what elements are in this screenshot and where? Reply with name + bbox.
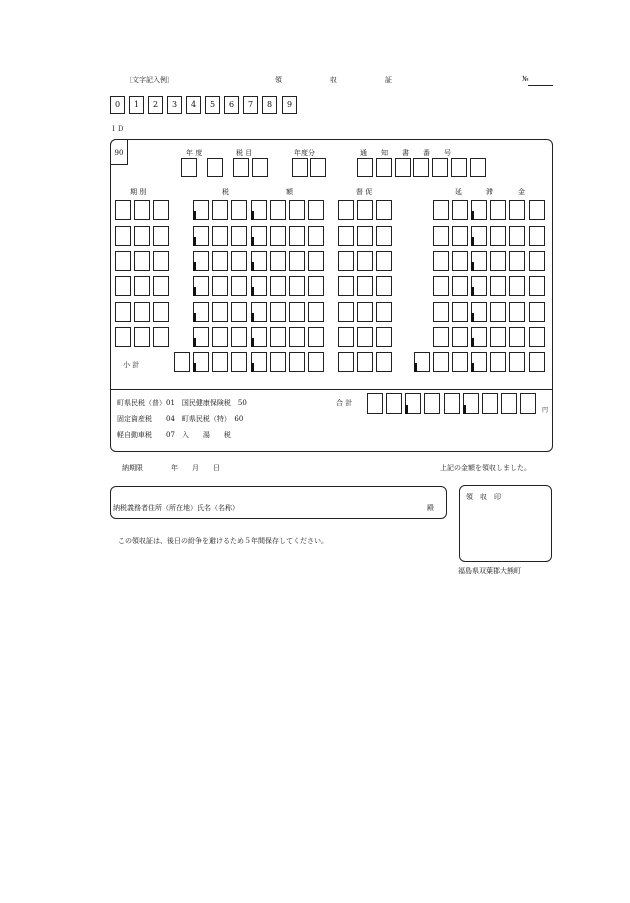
year-box[interactable]: [207, 158, 223, 177]
period-box[interactable]: [115, 276, 131, 296]
separator-mark: [193, 363, 196, 372]
payment-deadline: 納期限 年 月 日: [122, 464, 220, 472]
year-box[interactable]: [181, 158, 197, 177]
period-box[interactable]: [134, 302, 150, 322]
delinquency-box[interactable]: [433, 226, 449, 246]
header-year-portion: 年度分: [294, 149, 315, 157]
notice-number-box[interactable]: [432, 158, 448, 177]
delinquency-box[interactable]: [452, 226, 468, 246]
delinquency-box[interactable]: [490, 302, 506, 322]
tax-amount-box[interactable]: [231, 251, 247, 271]
period-box[interactable]: [115, 200, 131, 220]
period-box[interactable]: [115, 327, 131, 347]
total-box[interactable]: [482, 393, 498, 414]
tax-amount-box[interactable]: [212, 251, 228, 271]
separator-mark: [193, 287, 196, 296]
tax-amount-box[interactable]: [270, 226, 286, 246]
tax-amount-box[interactable]: [212, 276, 228, 296]
demand-box[interactable]: [376, 276, 392, 296]
delinquency-box[interactable]: [529, 200, 545, 220]
notice-number-box[interactable]: [376, 158, 392, 177]
delinquency-box[interactable]: [529, 251, 545, 271]
separator-mark: [471, 287, 474, 296]
separator-mark: [463, 405, 466, 414]
delinquency-box[interactable]: [490, 251, 506, 271]
total-box[interactable]: [386, 393, 402, 414]
delinquency-box[interactable]: [433, 251, 449, 271]
tax-amount-box[interactable]: [251, 226, 267, 246]
tax-item-box[interactable]: [252, 158, 268, 177]
subtotal-demand-box[interactable]: [357, 352, 373, 372]
delinquency-box[interactable]: [471, 276, 487, 296]
subtotal-tax-box[interactable]: [193, 352, 209, 372]
delinquency-box[interactable]: [433, 302, 449, 322]
year-portion-box[interactable]: [292, 158, 308, 177]
delinquency-box[interactable]: [509, 302, 525, 322]
separator-mark: [193, 313, 196, 322]
tax-amount-box[interactable]: [231, 276, 247, 296]
tax-amount-box[interactable]: [231, 200, 247, 220]
separator-mark: [251, 262, 254, 271]
period-box[interactable]: [115, 251, 131, 271]
delinquency-box[interactable]: [509, 276, 525, 296]
title-char-2: 収: [330, 76, 337, 84]
subtotal-delinquency-box[interactable]: [509, 352, 525, 372]
tax-amount-box[interactable]: [308, 302, 324, 322]
header-notice-number: 通 知 書 番 号: [360, 149, 451, 157]
example-label: 〔文字記入例〕: [125, 76, 174, 84]
demand-box[interactable]: [338, 327, 354, 347]
tax-amount-box[interactable]: [231, 302, 247, 322]
tax-amount-box[interactable]: [251, 200, 267, 220]
period-box[interactable]: [134, 226, 150, 246]
received-statement: 上記の金額を領収しました。: [440, 464, 531, 472]
total-box[interactable]: [367, 393, 383, 414]
tax-amount-box[interactable]: [308, 251, 324, 271]
form-divider: [110, 389, 553, 390]
tax-amount-box[interactable]: [251, 276, 267, 296]
delinquency-box[interactable]: [509, 226, 525, 246]
tax-amount-box[interactable]: [289, 200, 305, 220]
separator-mark: [251, 237, 254, 246]
period-box[interactable]: [134, 251, 150, 271]
tax-amount-box[interactable]: [251, 327, 267, 347]
demand-box[interactable]: [357, 251, 373, 271]
subtotal-delinquency-box[interactable]: [452, 352, 468, 372]
tax-amount-box[interactable]: [251, 302, 267, 322]
sample-digit-box: 0: [110, 96, 125, 114]
tax-amount-box[interactable]: [289, 226, 305, 246]
sample-digit-box: 8: [262, 96, 277, 114]
separator-mark: [251, 338, 254, 347]
sample-digit-box: 2: [148, 96, 163, 114]
delinquency-box[interactable]: [509, 251, 525, 271]
title-char-1: 領: [275, 76, 282, 84]
separator-mark: [193, 211, 196, 220]
header-delinquency-char-3: 金: [518, 188, 525, 196]
subtotal-delinquency-box[interactable]: [529, 352, 545, 372]
total-box[interactable]: [405, 393, 421, 414]
separator-mark: [414, 363, 417, 372]
header-delinquency-char-1: 延: [455, 188, 462, 196]
subtotal-tax-box[interactable]: [308, 352, 324, 372]
id-label: ＩＤ: [110, 125, 124, 133]
header-tax-char-2: 額: [286, 188, 293, 196]
period-box[interactable]: [115, 302, 131, 322]
delinquency-box[interactable]: [452, 327, 468, 347]
subtotal-delinquency-box[interactable]: [490, 352, 506, 372]
delinquency-box[interactable]: [529, 302, 545, 322]
total-label: 合 計: [336, 399, 353, 407]
tax-amount-box[interactable]: [212, 226, 228, 246]
delinquency-box[interactable]: [433, 200, 449, 220]
demand-box[interactable]: [357, 327, 373, 347]
delinquency-box[interactable]: [509, 327, 525, 347]
separator-mark: [405, 405, 408, 414]
tax-amount-box[interactable]: [289, 276, 305, 296]
demand-box[interactable]: [376, 302, 392, 322]
tax-code-line-1: 町県民税（普）01 国民健康保険税 50: [117, 399, 247, 407]
total-box[interactable]: [444, 393, 460, 414]
delinquency-box[interactable]: [433, 276, 449, 296]
notice-number-box[interactable]: [357, 158, 373, 177]
tax-amount-box[interactable]: [212, 327, 228, 347]
period-box[interactable]: [153, 276, 169, 296]
tax-amount-box[interactable]: [270, 200, 286, 220]
sample-digit-box: 5: [205, 96, 220, 114]
honorific-label: 殿: [427, 504, 434, 512]
separator-mark: [251, 287, 254, 296]
tax-amount-box[interactable]: [212, 302, 228, 322]
separator-mark: [193, 338, 196, 347]
notice-number-box[interactable]: [395, 158, 411, 177]
sample-digit-box: 4: [186, 96, 201, 114]
subtotal-delinquency-box[interactable]: [433, 352, 449, 372]
tax-amount-box[interactable]: [308, 276, 324, 296]
header-tax-item: 税 目: [236, 149, 253, 157]
tax-amount-box[interactable]: [289, 251, 305, 271]
delinquency-box[interactable]: [471, 327, 487, 347]
demand-box[interactable]: [357, 200, 373, 220]
tax-amount-box[interactable]: [289, 302, 305, 322]
sample-digit-box: 3: [167, 96, 182, 114]
period-box[interactable]: [134, 200, 150, 220]
sample-digit-box: 6: [224, 96, 239, 114]
header-delinquency-char-2: 滞: [486, 188, 493, 196]
tax-item-box[interactable]: [233, 158, 249, 177]
tax-amount-box[interactable]: [289, 327, 305, 347]
delinquency-box[interactable]: [490, 226, 506, 246]
sample-digit-box: 1: [129, 96, 144, 114]
header-year: 年 度: [186, 149, 203, 157]
tax-amount-box[interactable]: [270, 302, 286, 322]
subtotal-tax-box[interactable]: [174, 352, 190, 372]
tax-amount-box[interactable]: [270, 251, 286, 271]
receipt-stamp-label: 領 収 印: [466, 493, 501, 501]
subtotal-tax-box[interactable]: [251, 352, 267, 372]
demand-box[interactable]: [376, 200, 392, 220]
tax-code-line-3: 軽自動車税 07 入 湯 税: [117, 431, 231, 439]
delinquency-box[interactable]: [452, 302, 468, 322]
period-box[interactable]: [153, 226, 169, 246]
title-char-3: 証: [385, 76, 392, 84]
tax-amount-box[interactable]: [193, 327, 209, 347]
demand-box[interactable]: [338, 251, 354, 271]
demand-box[interactable]: [376, 327, 392, 347]
subtotal-delinquency-box[interactable]: [471, 352, 487, 372]
subtotal-demand-box[interactable]: [376, 352, 392, 372]
form-code: 90: [114, 149, 124, 157]
yen-label: 円: [542, 407, 549, 414]
delinquency-box[interactable]: [433, 327, 449, 347]
delinquency-box[interactable]: [452, 251, 468, 271]
total-box[interactable]: [463, 393, 479, 414]
delinquency-box[interactable]: [471, 200, 487, 220]
delinquency-box[interactable]: [471, 251, 487, 271]
tax-amount-box[interactable]: [193, 276, 209, 296]
notice-number-box[interactable]: [413, 158, 429, 177]
issuer-name: 福島県双葉郡大熊町: [458, 567, 521, 575]
separator-mark: [471, 211, 474, 220]
delinquency-box[interactable]: [529, 327, 545, 347]
delinquency-box[interactable]: [471, 302, 487, 322]
period-box[interactable]: [134, 276, 150, 296]
separator-mark: [251, 313, 254, 322]
separator-mark: [251, 211, 254, 220]
subtotal-demand-box[interactable]: [338, 352, 354, 372]
payer-label: 納税義務者住所（所在地）氏名（名称）: [113, 504, 239, 512]
delinquency-box[interactable]: [452, 200, 468, 220]
demand-box[interactable]: [338, 302, 354, 322]
tax-amount-box[interactable]: [308, 327, 324, 347]
tax-amount-box[interactable]: [270, 327, 286, 347]
sample-digit-box: 9: [282, 96, 297, 114]
separator-mark: [193, 237, 196, 246]
year-portion-box[interactable]: [310, 158, 326, 177]
separator-mark: [471, 338, 474, 347]
subtotal-tax-box[interactable]: [289, 352, 305, 372]
form-code-box: [110, 139, 128, 165]
separator-mark: [471, 262, 474, 271]
period-box[interactable]: [153, 200, 169, 220]
notice-number-box[interactable]: [451, 158, 467, 177]
period-box[interactable]: [153, 302, 169, 322]
tax-amount-box[interactable]: [251, 251, 267, 271]
delinquency-box[interactable]: [490, 200, 506, 220]
demand-box[interactable]: [338, 276, 354, 296]
delinquency-box[interactable]: [529, 276, 545, 296]
separator-mark: [471, 363, 474, 372]
receipt-number-label: №: [522, 75, 529, 83]
tax-code-line-2: 固定資産税 04 町県民税（特） 60: [117, 415, 244, 423]
demand-box[interactable]: [338, 226, 354, 246]
period-box[interactable]: [134, 327, 150, 347]
demand-box[interactable]: [357, 226, 373, 246]
tax-amount-box[interactable]: [193, 226, 209, 246]
demand-box[interactable]: [376, 251, 392, 271]
demand-box[interactable]: [338, 200, 354, 220]
separator-mark: [193, 262, 196, 271]
subtotal-tax-box[interactable]: [231, 352, 247, 372]
delinquency-box[interactable]: [452, 276, 468, 296]
demand-box[interactable]: [357, 302, 373, 322]
delinquency-box[interactable]: [529, 226, 545, 246]
receipt-number-line: [528, 85, 553, 86]
delinquency-box[interactable]: [490, 276, 506, 296]
period-box[interactable]: [153, 327, 169, 347]
separator-mark: [471, 313, 474, 322]
separator-mark: [251, 363, 254, 372]
demand-box[interactable]: [376, 226, 392, 246]
tax-amount-box[interactable]: [193, 251, 209, 271]
delinquency-box[interactable]: [509, 200, 525, 220]
tax-amount-box[interactable]: [212, 200, 228, 220]
period-box[interactable]: [153, 251, 169, 271]
period-box[interactable]: [115, 226, 131, 246]
subtotal-tax-box[interactable]: [212, 352, 228, 372]
tax-amount-box[interactable]: [270, 276, 286, 296]
total-box[interactable]: [501, 393, 517, 414]
subtotal-tax-box[interactable]: [270, 352, 286, 372]
tax-amount-box[interactable]: [308, 226, 324, 246]
tax-amount-box[interactable]: [193, 200, 209, 220]
sample-digit-box: 7: [243, 96, 258, 114]
total-box[interactable]: [520, 393, 536, 414]
tax-amount-box[interactable]: [231, 327, 247, 347]
total-box[interactable]: [424, 393, 440, 414]
delinquency-box[interactable]: [471, 226, 487, 246]
header-tax-char-1: 税: [222, 188, 229, 196]
separator-mark: [471, 237, 474, 246]
subtotal-delinquency-box[interactable]: [414, 352, 430, 372]
tax-amount-box[interactable]: [193, 302, 209, 322]
notice-number-box[interactable]: [470, 158, 486, 177]
retention-notice: この領収証は、後日の紛争を避けるため５年間保存してください。: [118, 537, 328, 545]
tax-amount-box[interactable]: [308, 200, 324, 220]
subtotal-label: 小 計: [123, 361, 140, 369]
delinquency-box[interactable]: [490, 327, 506, 347]
header-period: 期 別: [130, 188, 147, 196]
header-demand: 督 促: [356, 188, 373, 196]
demand-box[interactable]: [357, 276, 373, 296]
tax-amount-box[interactable]: [231, 226, 247, 246]
